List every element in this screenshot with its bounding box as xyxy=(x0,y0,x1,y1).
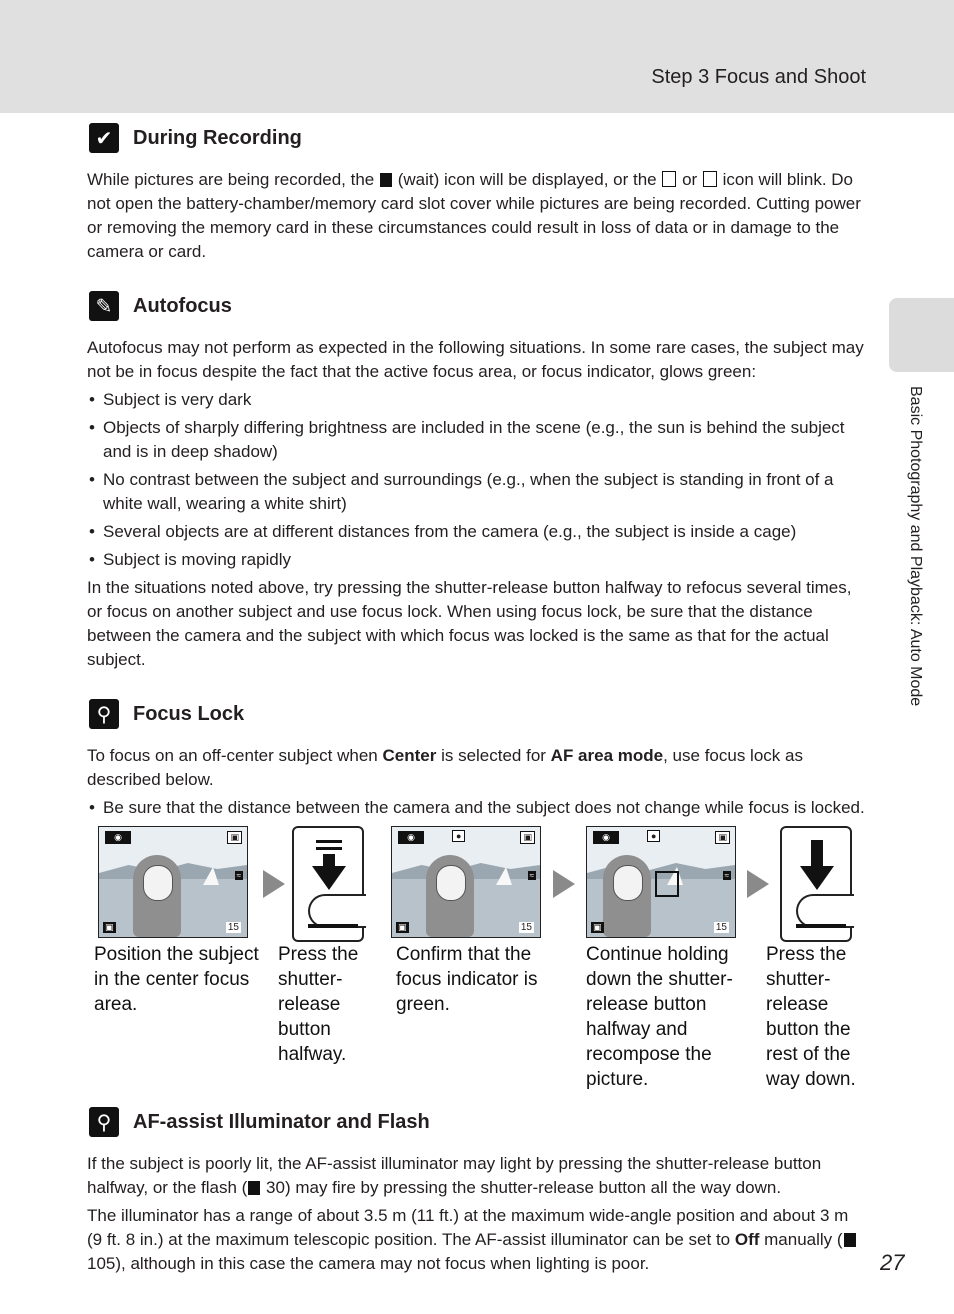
pencil-icon: ✎ xyxy=(89,291,119,321)
magnifier-icon: ⚲ xyxy=(89,1107,119,1137)
text-fragment: or xyxy=(677,170,702,189)
magnifier-icon: ⚲ xyxy=(89,699,119,729)
page-content xyxy=(87,118,865,1276)
list-item: • Subject is moving rapidly xyxy=(87,548,865,572)
focus-lock-intro xyxy=(87,744,865,792)
af-assist-header xyxy=(87,1102,865,1142)
page-number: 27 xyxy=(880,1250,905,1275)
off-option-label: Off xyxy=(734,1230,760,1249)
image-size-icon: ▣ xyxy=(105,922,114,932)
af-assist-paragraph-2 xyxy=(87,1204,865,1276)
internal-memory-icon: ▣ xyxy=(715,831,730,844)
autofocus-title: Autofocus xyxy=(133,294,232,317)
text-fragment: is selected for xyxy=(436,746,551,765)
focus-area-frame xyxy=(655,871,679,897)
camera-mode-icon: ◉ xyxy=(105,831,131,844)
page-reference-icon xyxy=(248,1181,260,1195)
step-caption-4: Continue holding down the shutter-release button halfway and recompose the picture. xyxy=(586,944,733,1090)
focus-lock-header xyxy=(87,694,865,734)
focus-lock-bullet-list xyxy=(87,796,865,820)
list-item: • No contrast between the subject and surroundings (e.g., when the subject is standing in front of a white wall, wearing a white shirt) xyxy=(87,468,865,516)
camera-screen-step-4 xyxy=(586,826,736,938)
shutter-full-press-illustration xyxy=(780,826,852,942)
text-fragment: To focus on an off-center subject when xyxy=(87,746,383,765)
list-item: • Objects of sharply differing brightness are included in the scene (e.g., the sun is behind the subject and is in deep shadow) xyxy=(87,416,865,464)
autofocus-header xyxy=(87,286,865,326)
text-fragment: 30) may fire by pressing the shutter-release button all the way down. xyxy=(261,1178,782,1197)
during-recording-title: During Recording xyxy=(133,126,302,149)
image-size-icon: ▣ xyxy=(398,922,407,932)
memory-card-icon xyxy=(703,171,717,187)
text-fragment: icon will blink. Do not open the battery-chamber/memory card slot cover while pictures are being recorded. Cutting power or removing the memory card in these circumstances could result in loss of data or in damage to the camera or card. xyxy=(87,170,861,261)
camera-mode-icon: ◉ xyxy=(398,831,424,844)
page-reference-icon xyxy=(844,1233,856,1247)
step-arrow-icon xyxy=(263,870,285,898)
af-area-mode-label: AF area mode xyxy=(550,746,664,765)
step-arrow-icon xyxy=(553,870,575,898)
side-tab xyxy=(889,298,954,372)
frames-remaining: 15 xyxy=(227,922,239,933)
side-tab-label: Basic Photography and Playback: Auto Mode xyxy=(907,386,924,707)
list-item: • Several objects are at different distances from the camera (e.g., the subject is inside a cage) xyxy=(87,520,865,544)
camera-screen-step-1 xyxy=(98,826,248,938)
internal-memory-icon: ▣ xyxy=(520,831,535,844)
frames-remaining: 15 xyxy=(520,922,532,933)
focus-indicator-icon: ● xyxy=(647,830,660,842)
af-assist-paragraph-1 xyxy=(87,1152,865,1200)
camera-mode-icon: ◉ xyxy=(593,831,619,844)
focus-lock-title: Focus Lock xyxy=(133,702,245,725)
text-fragment: manually ( xyxy=(759,1230,843,1249)
autofocus-bullet-list xyxy=(87,388,865,572)
text-fragment: While pictures are being recorded, the xyxy=(87,170,379,189)
frames-remaining: 15 xyxy=(715,922,727,933)
step-caption-2: Press the shutter-release button halfway. xyxy=(278,944,359,1065)
check-icon: ✔ xyxy=(89,123,119,153)
center-option-label: Center xyxy=(382,746,437,765)
af-assist-title: AF-assist Illuminator and Flash xyxy=(133,1110,430,1133)
step-caption-5: Press the shutter-release button the rest of the way down. xyxy=(766,944,856,1090)
autofocus-intro: Autofocus may not perform as expected in the following situations. In some rare cases, the subject may not be in focus despite the fact that the active focus area, or focus indicator, glows green: xyxy=(87,338,864,381)
page-header-title: Step 3 Focus and Shoot xyxy=(651,66,866,88)
vibration-reduction-icon: ≈ xyxy=(236,871,241,880)
image-size-icon: ▣ xyxy=(593,922,602,932)
focus-indicator-icon: ● xyxy=(452,830,465,842)
text-fragment: , use focus lock as described below. xyxy=(87,746,803,789)
focus-lock-steps-diagram xyxy=(87,826,865,1102)
shutter-half-press-illustration xyxy=(292,826,364,942)
step-arrow-icon xyxy=(747,870,769,898)
internal-memory-icon: ▣ xyxy=(227,831,242,844)
vibration-reduction-icon: ≈ xyxy=(724,871,729,880)
autofocus-outro: In the situations noted above, try pressing the shutter-release button halfway to refocus several times, or focus on another subject and use focus lock. When using focus lock, be sure that the distance between the camera and the subject with which focus was locked is the same as that for the actual subject. xyxy=(87,578,852,669)
text-fragment: If the subject is poorly lit, the AF-assist illuminator may light by pressing the shutter-release button halfway, or the flash ( xyxy=(87,1154,822,1197)
text-fragment: The illuminator has a range of about 3.5 m (11 ft.) at the maximum wide-angle position and about 3 m (9 ft. 8 in.) at the maximum telescopic position. The AF-assist illuminator can be set to xyxy=(87,1206,849,1249)
internal-memory-icon xyxy=(662,171,676,187)
text-fragment: 105), although in this case the camera may not focus when lighting is poor. xyxy=(87,1254,650,1273)
camera-screen-step-3 xyxy=(391,826,541,938)
text-fragment: (wait) icon will be displayed, or the xyxy=(393,170,662,189)
header-band xyxy=(0,0,954,113)
list-item: • Subject is very dark xyxy=(87,388,865,412)
list-item: • Be sure that the distance between the camera and the subject does not change while focus is locked. xyxy=(87,796,865,820)
hourglass-wait-icon xyxy=(380,173,392,187)
step-caption-1: Position the subject in the center focus area. xyxy=(94,944,259,1015)
during-recording-header xyxy=(87,118,865,158)
during-recording-text xyxy=(87,168,865,264)
step-caption-3: Confirm that the focus indicator is green. xyxy=(396,944,538,1015)
vibration-reduction-icon: ≈ xyxy=(529,871,534,880)
